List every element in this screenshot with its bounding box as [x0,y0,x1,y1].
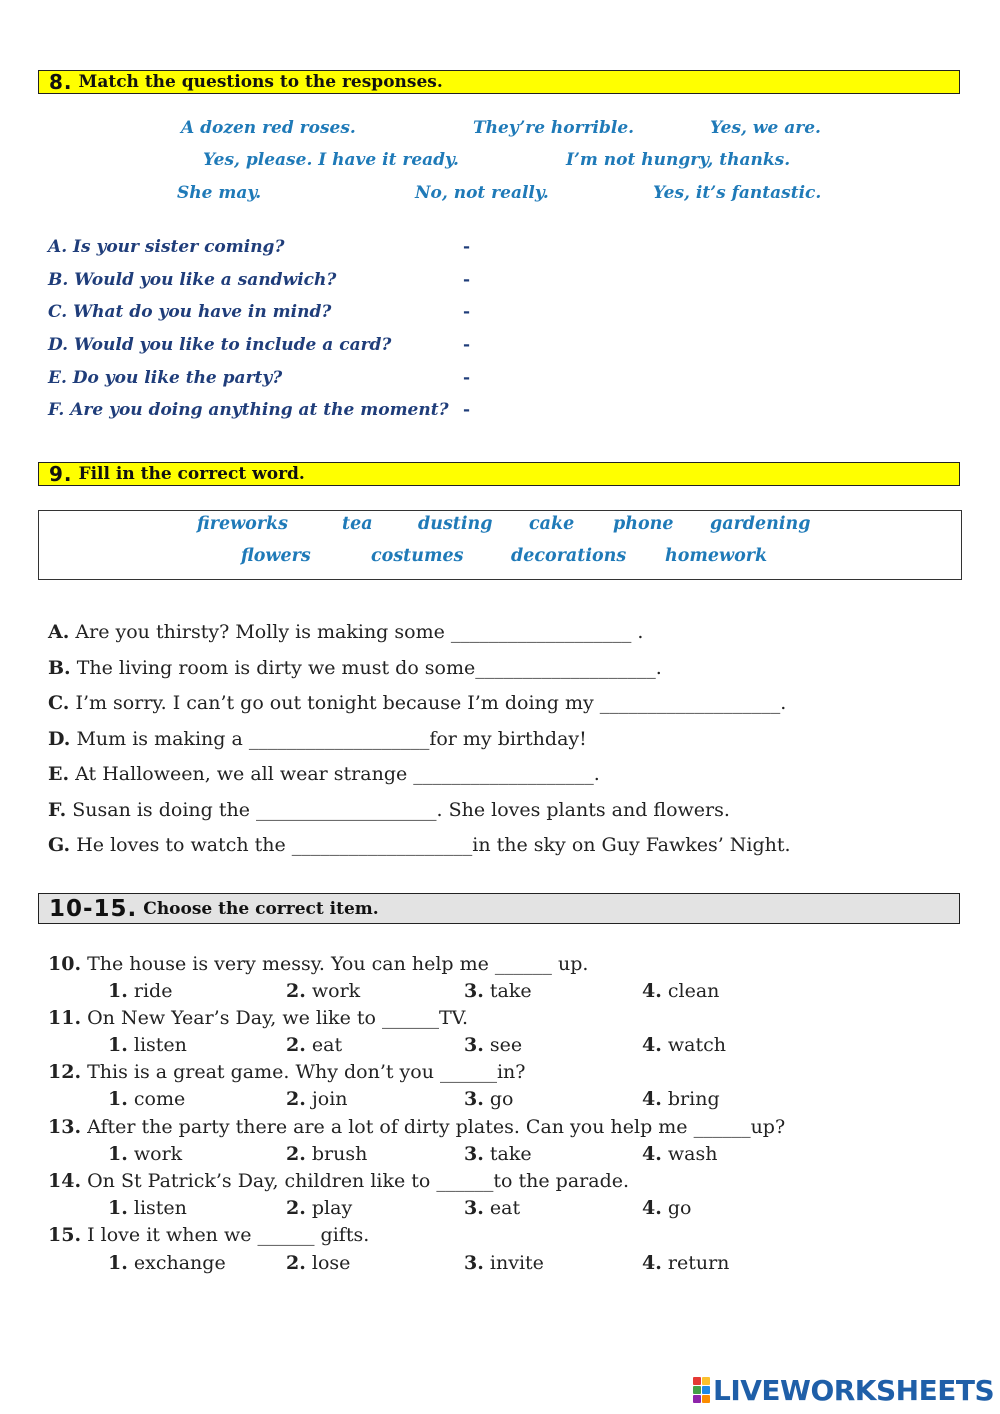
mcq-13-option-4[interactable] [642,1143,717,1165]
liveworksheets-logo[interactable] [693,1374,994,1406]
mcq-question-15 [48,1224,369,1246]
option-text: play [311,1197,353,1219]
word-gardening: gardening [710,514,811,534]
fill-letter: A. [48,621,70,643]
word-homework: homework [665,546,768,566]
answer-slot-d[interactable]: - [463,335,471,355]
option-text: go [489,1088,514,1110]
fill-text: Susan is doing the ___________________. She loves plants and flowers. [72,799,730,821]
response-2: They’re horrible. [473,118,635,138]
response-7: No, not really. [415,183,549,203]
section-9-header [38,462,960,486]
fill-text: The living room is dirty we must do some___________________. [76,657,662,679]
mcq-15-option-1[interactable] [108,1252,226,1274]
mcq-question-14 [48,1170,629,1192]
question-b: B. Would you like a sandwich? [48,270,337,290]
question-e: E. Do you like the party? [48,368,283,388]
mcq-12-option-4[interactable] [642,1088,720,1110]
fill-text: He loves to watch the ___________________in the sky on Guy Fawkes’ Night. [76,834,791,856]
answer-slot-f[interactable]: - [463,400,471,420]
word-bank [38,510,962,580]
option-text: bring [667,1088,720,1110]
mcq-14-option-3[interactable] [464,1197,520,1219]
option-text: brush [311,1143,368,1165]
option-number: 2. [286,1088,306,1110]
fill-sentence-g[interactable] [48,834,791,856]
response-5: I’m not hungry, thanks. [566,150,791,170]
option-number: 1. [108,1034,128,1056]
word-phone: phone [613,514,674,534]
mcq-number: 13. [48,1116,82,1138]
fill-text: Are you thirsty? Molly is making some ___________________ . [75,621,644,643]
option-text: watch [667,1034,726,1056]
option-number: 2. [286,1197,306,1219]
mcq-question-13 [48,1116,785,1138]
fill-letter: E. [48,763,70,785]
option-number: 2. [286,1143,306,1165]
mcq-10-option-2[interactable] [286,980,360,1002]
mcq-text: I love it when we ______ gifts. [87,1224,370,1246]
option-number: 1. [108,1197,128,1219]
fill-sentence-d[interactable] [48,728,587,750]
section-8-header [38,70,960,94]
mcq-10-option-4[interactable] [642,980,719,1002]
option-text: work [311,980,361,1002]
option-text: work [133,1143,183,1165]
question-d: D. Would you like to include a card? [48,335,392,355]
mcq-number: 12. [48,1061,82,1083]
mcq-10-option-1[interactable] [108,980,172,1002]
mcq-15-option-3[interactable] [464,1252,544,1274]
word-flowers: flowers [241,546,311,566]
option-number: 2. [286,1034,306,1056]
option-number: 1. [108,980,128,1002]
option-text: exchange [133,1252,226,1274]
mcq-11-option-3[interactable] [464,1034,522,1056]
option-text: clean [667,980,720,1002]
word-cake: cake [529,514,575,534]
fill-letter: C. [48,692,70,714]
mcq-number: 15. [48,1224,82,1246]
option-number: 2. [286,980,306,1002]
mcq-question-11 [48,1007,468,1029]
option-text: go [667,1197,692,1219]
option-text: wash [667,1143,718,1165]
fill-sentence-e[interactable] [48,763,600,785]
fill-letter: F. [48,799,67,821]
mcq-number: 14. [48,1170,82,1192]
answer-slot-e[interactable]: - [463,368,471,388]
option-number: 3. [464,980,484,1002]
mcq-text: The house is very messy. You can help me ______ up. [87,953,589,975]
fill-letter: B. [48,657,71,679]
mcq-text: After the party there are a lot of dirty plates. Can you help me ______up? [87,1116,786,1138]
option-number: 2. [286,1252,306,1274]
option-number: 1. [108,1088,128,1110]
option-text: come [133,1088,186,1110]
mcq-text: On New Year’s Day, we like to ______TV. [87,1007,469,1029]
fill-sentence-f[interactable] [48,799,730,821]
option-number: 4. [642,1088,662,1110]
mcq-14-option-1[interactable] [108,1197,187,1219]
section-8-number: 8. [49,70,73,94]
fill-text: Mum is making a ___________________for my birthday! [76,728,587,750]
word-decorations: decorations [511,546,627,566]
option-text: join [311,1088,348,1110]
logo-mark-icon [693,1377,710,1403]
mcq-11-option-4[interactable] [642,1034,726,1056]
option-text: return [667,1252,730,1274]
mcq-13-option-1[interactable] [108,1143,182,1165]
mcq-14-option-4[interactable] [642,1197,692,1219]
response-8: Yes, it’s fantastic. [653,183,822,203]
option-number: 1. [108,1143,128,1165]
section-8-title: Match the questions to the responses. [78,72,443,92]
option-text: eat [311,1034,343,1056]
mcq-12-option-2[interactable] [286,1088,348,1110]
section-9-title: Fill in the correct word. [78,464,305,484]
option-text: listen [133,1197,187,1219]
mcq-text: This is a great game. Why don’t you ______in? [87,1061,526,1083]
option-text: listen [133,1034,187,1056]
mcq-number: 11. [48,1007,82,1029]
mcq-13-option-2[interactable] [286,1143,367,1165]
option-number: 1. [108,1252,128,1274]
option-number: 4. [642,1197,662,1219]
fill-sentence-c[interactable] [48,692,786,714]
fill-sentence-b[interactable] [48,657,662,679]
answer-slot-a[interactable]: - [463,237,471,257]
option-number: 3. [464,1034,484,1056]
option-number: 3. [464,1088,484,1110]
mcq-14-option-2[interactable] [286,1197,352,1219]
mcq-15-option-4[interactable] [642,1252,729,1274]
word-tea: tea [342,514,373,534]
word-dusting: dusting [418,514,493,534]
question-f: F. Are you doing anything at the moment? [48,400,449,420]
mcq-question-10 [48,953,588,975]
section-10-15-header [38,893,960,924]
option-number: 3. [464,1197,484,1219]
section-9-number: 9. [49,462,73,486]
answer-slot-c[interactable]: - [463,302,471,322]
option-number: 4. [642,1252,662,1274]
option-text: lose [311,1252,351,1274]
logo-text: LIVEWORKSHEETS [713,1373,995,1407]
section-10-15-title: Choose the correct item. [143,898,379,919]
response-1: A dozen red roses. [181,118,356,138]
option-text: see [489,1034,523,1056]
word-costumes: costumes [371,546,464,566]
mcq-15-option-2[interactable] [286,1252,350,1274]
word-fireworks: fireworks [197,514,289,534]
mcq-number: 10. [48,953,82,975]
fill-sentence-a[interactable] [48,621,643,643]
response-4: Yes, please. I have it ready. [203,150,459,170]
question-c: C. What do you have in mind? [48,302,332,322]
option-number: 3. [464,1143,484,1165]
fill-text: At Halloween, we all wear strange ___________________. [75,763,600,785]
response-3: Yes, we are. [710,118,821,138]
option-number: 4. [642,1034,662,1056]
mcq-11-option-1[interactable] [108,1034,187,1056]
mcq-10-option-3[interactable] [464,980,532,1002]
answer-slot-b[interactable]: - [463,270,471,290]
mcq-11-option-2[interactable] [286,1034,342,1056]
option-text: take [489,1143,532,1165]
mcq-12-option-3[interactable] [464,1088,514,1110]
option-text: invite [489,1252,544,1274]
mcq-13-option-3[interactable] [464,1143,532,1165]
option-text: take [489,980,532,1002]
mcq-question-12 [48,1061,525,1083]
question-a: A. Is your sister coming? [48,237,285,257]
section-10-15-number: 10-15. [49,895,138,922]
fill-text: I’m sorry. I can’t go out tonight because I’m doing my ___________________. [75,692,787,714]
fill-letter: G. [48,834,71,856]
option-number: 4. [642,1143,662,1165]
response-6: She may. [177,183,262,203]
option-number: 4. [642,980,662,1002]
fill-letter: D. [48,728,71,750]
mcq-text: On St Patrick’s Day, children like to ______to the parade. [87,1170,630,1192]
mcq-12-option-1[interactable] [108,1088,185,1110]
option-text: ride [133,980,173,1002]
option-number: 3. [464,1252,484,1274]
option-text: eat [489,1197,521,1219]
